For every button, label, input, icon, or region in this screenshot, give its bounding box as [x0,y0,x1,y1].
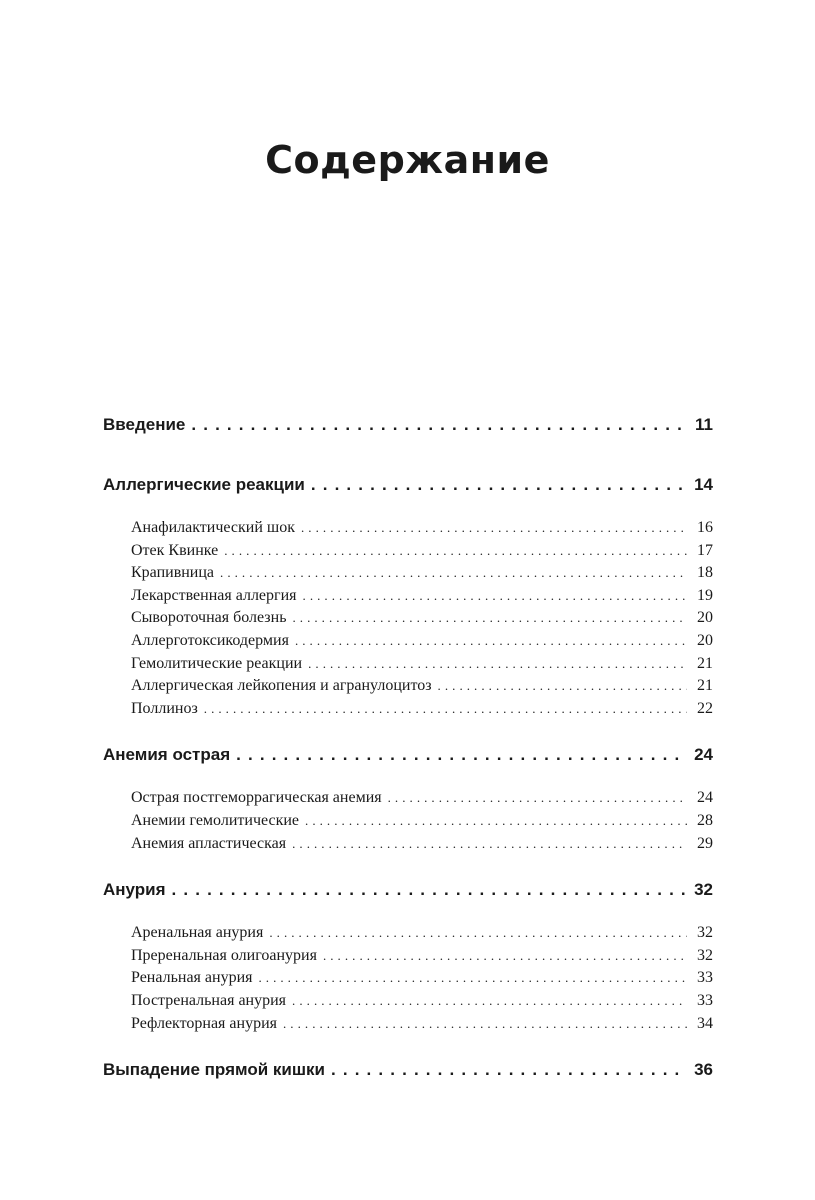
toc-item-label: Постренальная анурия [131,991,287,1009]
toc-chapter[interactable] [103,1053,713,1087]
toc-page-number: 17 [697,541,713,559]
toc-page-number: 32 [697,946,713,964]
toc-subsection-list [103,922,713,1035]
toc-item-label: Крапивница [131,564,215,582]
toc-page-number: 34 [697,1014,713,1032]
toc-page-number: 24 [697,789,713,807]
toc-item[interactable] [131,698,713,721]
toc-page-number: 19 [697,586,713,604]
toc-item-label: Анемия апластическая [131,834,287,852]
toc-chapter-label: Выпадение прямой кишки [103,1060,326,1080]
toc-chapter-label: Аллергические реакции [103,475,305,494]
toc-item-label: Лекарственная аллергия [131,586,297,604]
toc-item-label: Преренальная олигоанурия [131,946,317,964]
toc-subsection-list [103,787,713,855]
dot-leader [388,787,687,810]
toc-item-label: Отек Квинке [131,541,219,559]
toc-page-number: 33 [697,969,713,987]
dot-leader [191,408,687,442]
dot-leader [224,540,687,563]
toc-item[interactable] [131,1013,713,1036]
toc-item[interactable] [131,675,713,698]
dot-leader [305,810,687,833]
toc-item-label: Аллерготоксикодермия [131,631,289,649]
toc-item[interactable] [131,833,713,856]
toc-chapter-label: Анурия [103,880,166,900]
toc-item[interactable] [131,922,713,945]
dot-leader [172,873,687,907]
toc-item-label: Острая постгеморрагическая анемия [131,789,382,807]
toc-item-label: Аренальная анурия [131,924,264,942]
dot-leader [220,562,687,585]
toc-page-number: 21 [697,654,713,672]
toc-item[interactable] [131,630,713,653]
toc-item[interactable] [131,990,713,1013]
toc-item-label: Сывороточная болезнь [131,609,287,627]
toc-page-number: 32 [697,924,713,942]
toc-item-label: Гемолитические реакции [131,654,303,672]
toc-page-number: 14 [694,475,713,494]
toc-item[interactable] [131,653,713,676]
dot-leader [292,990,687,1013]
table-of-contents [103,408,713,1087]
toc-item-label: Аллергическая лейкопения и агранулоцитоз [131,677,432,695]
dot-leader [292,607,687,630]
dot-leader [236,738,686,772]
toc-item[interactable] [131,787,713,810]
toc-item-label: Поллиноз [131,699,198,717]
toc-item[interactable] [131,517,713,540]
toc-chapter[interactable] [103,873,713,907]
dot-leader [303,585,687,608]
dot-leader [283,1013,687,1036]
toc-subsection-list [103,517,713,720]
toc-chapter[interactable] [103,408,713,442]
toc-page-number: 33 [697,991,713,1009]
toc-page-number: 18 [697,564,713,582]
toc-chapter[interactable] [103,738,713,772]
toc-item[interactable] [131,810,713,833]
toc-page-number: 28 [697,811,713,829]
dot-leader [292,833,687,856]
toc-chapter-label: Введение [103,415,186,434]
toc-item-label: Анемии гемолитические [131,811,300,829]
dot-leader [323,945,687,968]
dot-leader [269,922,687,945]
toc-chapter-label: Анемия острая [103,745,231,765]
toc-page-number: 24 [694,745,713,765]
toc-page-number: 29 [697,834,713,852]
toc-page-number: 36 [694,1060,713,1080]
dot-leader [308,653,687,676]
toc-page-number: 11 [695,415,713,434]
dot-leader [301,517,687,540]
toc-page-number: 22 [697,699,713,717]
toc-item[interactable] [131,967,713,990]
dot-leader [438,675,687,698]
toc-item[interactable] [131,585,713,608]
toc-page-number: 20 [697,631,713,649]
toc-item-label: Анафилактический шок [131,519,295,536]
dot-leader [311,468,686,502]
toc-page-number: 20 [697,609,713,627]
toc-item[interactable] [131,607,713,630]
toc-page-number: 32 [694,880,713,900]
dot-leader [331,1053,686,1087]
toc-item-label: Ренальная анурия [131,969,253,987]
dot-leader [295,630,687,653]
toc-page-number: 16 [697,519,713,536]
toc-item[interactable] [131,562,713,585]
dot-leader [258,967,687,990]
toc-item-label: Рефлекторная анурия [131,1014,277,1032]
toc-chapter[interactable] [103,468,713,502]
toc-item[interactable] [131,540,713,563]
toc-page-number: 21 [697,677,713,695]
page-title: Содержание [265,138,550,182]
dot-leader [204,698,687,721]
toc-item[interactable] [131,945,713,968]
